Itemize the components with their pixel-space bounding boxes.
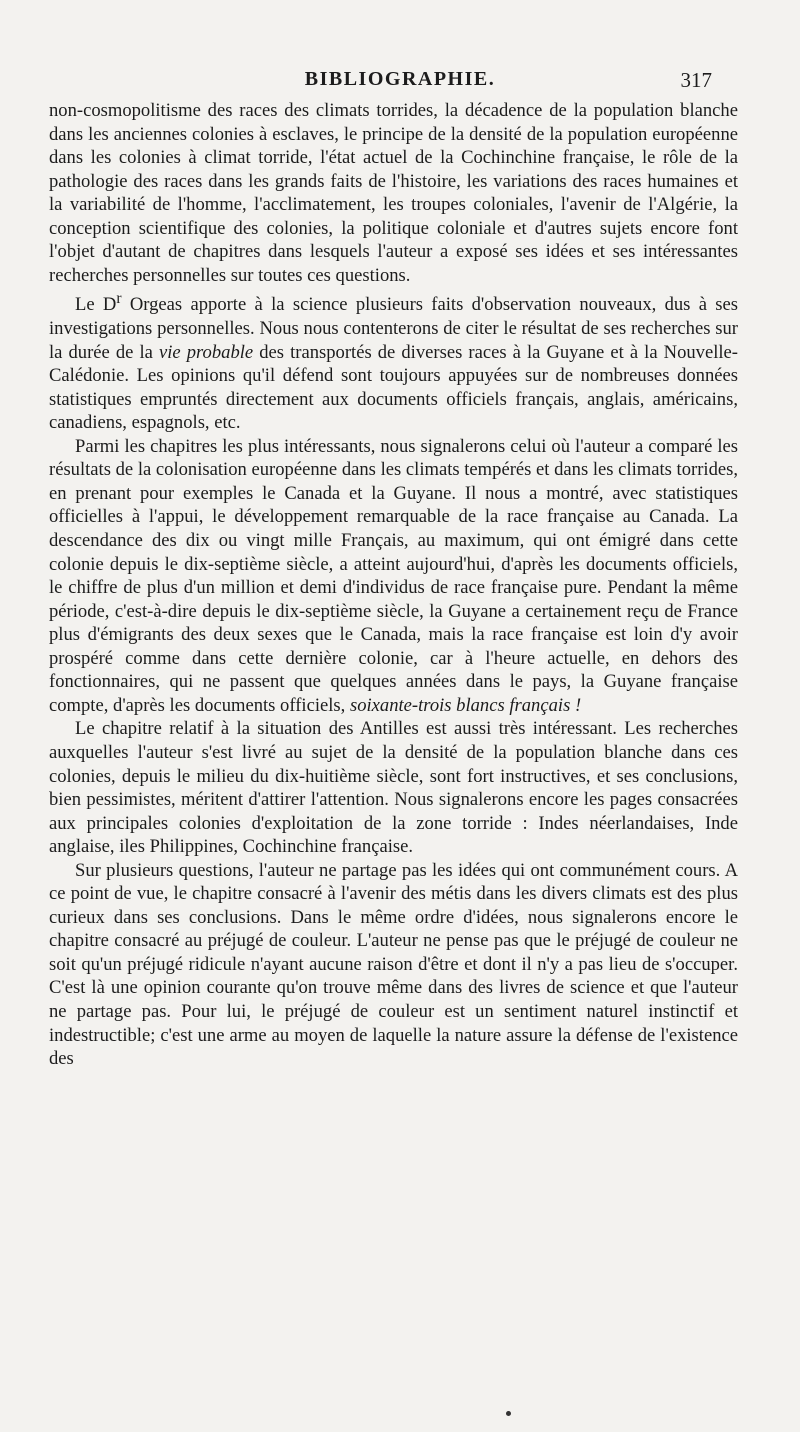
paragraph-2: Le $D^r$ Orgeas apporte à la science plusieurs faits d'observation nouveaux, dus à ses investigations personnelles. Nous nous contenterons de citer le résultat de ses recherches sur la durée de la vie probable des transportés de diverses races à la Guyane et à la Nouvelle-Calédonie. Les opinions qu'il défend sont toujours appuyées sur de nombreuses données statistiques empruntés directement aux documents officiels français, anglais, américains, canadiens, espagnols, etc. [49,290,739,434]
paragraph-4: Le chapitre relatif à la situation des Antilles est aussi très intéressant. Les recherches auxquelles l'auteur s'est livré au sujet de la densité de la population blanche dans ces colonies, depuis le milieu du dix-huitième siècle, sont fort instructives, et ses conclusions, bien pessimistes, méritent d'attirer l'attention. Nous signalerons encore les pages consacrées aux principales colonies d'exploitation de la zone torride : Indes néerlandaises, Inde anglaise, iles Philippines, Cochinchine française. [49,718,738,858]
paragraph-5: Sur plusieurs questions, l'auteur ne partage pas les idées qui ont communément cours. A ce point de vue, le chapitre consacré à l'avenir des métis dans les divers climats est des plus curieux dans ses conclusions. Dans le même ordre d'idées, nous signalerons encore le chapitre consacré au préjugé de couleur. L'auteur ne pense pas que le préjugé de couleur ne soit qu'un préjugé ridicule n'ayant aucune raison d'être et dont il n'y a pas lieu de s'occuper. C'est là une opinion courante qu'on trouve même dans des livres de science et que l'auteur ne partage pas. Pour lui, le préjugé de couleur est un sentiment naturel instinctif et indestructible; c'est une arme au moyen de laquelle la nature assure la défense de l'existence des [49,859,738,1070]
page-header [0,68,800,94]
body-text [49,99,738,1071]
doctor-superscript: r [116,290,122,308]
emphasis-vie-probable: vie probable [158,341,254,363]
paragraph-1: non-cosmopolitisme des races des climats torrides, la décadence de la population blanche dans les anciennes colonies à esclaves, le principe de la densité de la population européenne dans les colonies à climat torride, l'état actuel de la Cochinchine française, le rôle de la pathologie des races dans les grands faits de l'histoire, les variations des races humaines et la variabilité de l'homme, l'acclimatement, les troupes coloniales, l'avenir de l'Algérie, la conception scientifique des colonies, la politique coloniale et d'autres sujets encore font l'objet d'autant de chapitres dans lesquels l'auteur a exposé ses idées et ses intéressantes recherches personnelles sur toutes ces questions. [49,100,738,286]
running-title: BIBLIOGRAPHIE. [304,68,496,90]
emphasis-soixante-trois: soixante-trois blancs français ! [349,694,582,716]
page-number: 317 [680,68,712,92]
ink-speck [506,1411,511,1416]
paragraph-3: Parmi les chapitres les plus intéressants, nous signalerons celui où l'auteur a comparé les résultats de la colonisation européenne dans les climats tempérés et dans les climats torrides, en prenant pour exemples le Canada et la Guyane. Il nous a montré, avec statistiques officielles à l'appui, le développement remarquable de la race française au Canada. La descendance des dix ou vingt mille Français, au maximum, qui ont émigré dans cette colonie depuis le dix-septième siècle, a atteint aujourd'hui, d'après les documents officiels, le chiffre de plus d'un million et demi d'individus de race française pure. Pendant la même période, c'est-à-dire depuis le dix-septième siècle, la Guyane a certainement reçu de France plus d'émigrants des deux sexes que le Canada, mais la race française est loin d'y avoir prospéré comme dans cette dernière colonie, car à l'heure actuelle, en dehors des fonctionnaires, qui ne passent que quelques années dans le pays, la Guyane française compte, d'après les documents officiels, soixante-trois blancs français ! [49,435,738,716]
